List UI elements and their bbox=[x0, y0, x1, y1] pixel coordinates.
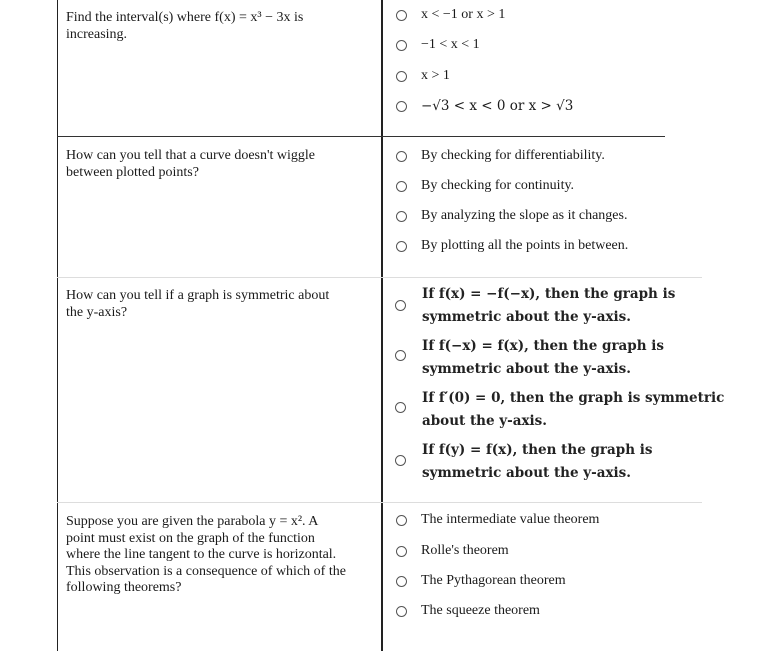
radio-button[interactable] bbox=[396, 101, 407, 112]
question-3-option-2[interactable]: If f(−x) = f(x), then the graph is symmetric about the y-axis. bbox=[422, 338, 664, 377]
question-3-option-1[interactable]: If f(x) = −f(−x), then the graph is symmetric about the y-axis. bbox=[422, 286, 676, 325]
question-2-option-4[interactable]: By plotting all the points in between. bbox=[396, 238, 628, 254]
radio-button[interactable] bbox=[396, 10, 407, 21]
radio-button[interactable] bbox=[396, 546, 407, 557]
question-3-option-4[interactable]: If f(y) = f(x), then the graph is symmetric about the y-axis. bbox=[422, 442, 653, 481]
question-3-radio-3[interactable] bbox=[395, 402, 406, 413]
question-1-option-1[interactable]: x < −1 or x > 1 bbox=[396, 7, 505, 23]
question-2-option-2[interactable]: By checking for continuity. bbox=[396, 178, 574, 194]
column-divider bbox=[381, 0, 383, 651]
row-divider-2 bbox=[57, 277, 702, 278]
question-4-option-4[interactable]: The squeeze theorem bbox=[396, 603, 540, 619]
question-1-option-3[interactable]: x > 1 bbox=[396, 68, 450, 84]
question-4-prompt: Suppose you are given the parabola y = x². A point must exist on the graph of the function where the line tangent to the curve is horizontal. This observation is a consequence of which of the following theorems? bbox=[66, 514, 346, 595]
question-4-option-3[interactable]: The Pythagorean theorem bbox=[396, 573, 566, 589]
question-1-option-4[interactable]: −√3 < x < 0 or x > √3 bbox=[396, 98, 573, 114]
left-border bbox=[57, 0, 58, 651]
question-1-prompt: Find the interval(s) where f(x) = x³ − 3x is increasing. bbox=[66, 10, 304, 42]
question-2-option-1[interactable]: By checking for differentiability. bbox=[396, 148, 605, 164]
radio-button[interactable] bbox=[396, 515, 407, 526]
radio-button[interactable] bbox=[396, 576, 407, 587]
radio-button[interactable] bbox=[396, 40, 407, 51]
question-3-radio-4[interactable] bbox=[395, 455, 406, 466]
radio-button[interactable] bbox=[396, 241, 407, 252]
question-2-prompt: How can you tell that a curve doesn't wiggle between plotted points? bbox=[66, 148, 316, 180]
row-divider-3 bbox=[57, 502, 702, 503]
radio-button[interactable] bbox=[396, 606, 407, 617]
question-4-option-1[interactable]: The intermediate value theorem bbox=[396, 512, 599, 528]
question-3-option-3[interactable]: If f′(0) = 0, then the graph is symmetric about the y-axis. bbox=[422, 390, 725, 429]
radio-button[interactable] bbox=[396, 151, 407, 162]
radio-button[interactable] bbox=[396, 211, 407, 222]
question-3-radio-1[interactable] bbox=[395, 300, 406, 311]
radio-button[interactable] bbox=[396, 181, 407, 192]
row-divider-1 bbox=[57, 136, 665, 137]
question-3-radio-2[interactable] bbox=[395, 350, 406, 361]
radio-button[interactable] bbox=[396, 71, 407, 82]
question-1-option-2[interactable]: −1 < x < 1 bbox=[396, 37, 480, 53]
question-3-prompt: How can you tell if a graph is symmetric about the y-axis? bbox=[66, 288, 330, 320]
question-4-option-2[interactable]: Rolle's theorem bbox=[396, 543, 509, 559]
question-2-option-3[interactable]: By analyzing the slope as it changes. bbox=[396, 208, 627, 224]
